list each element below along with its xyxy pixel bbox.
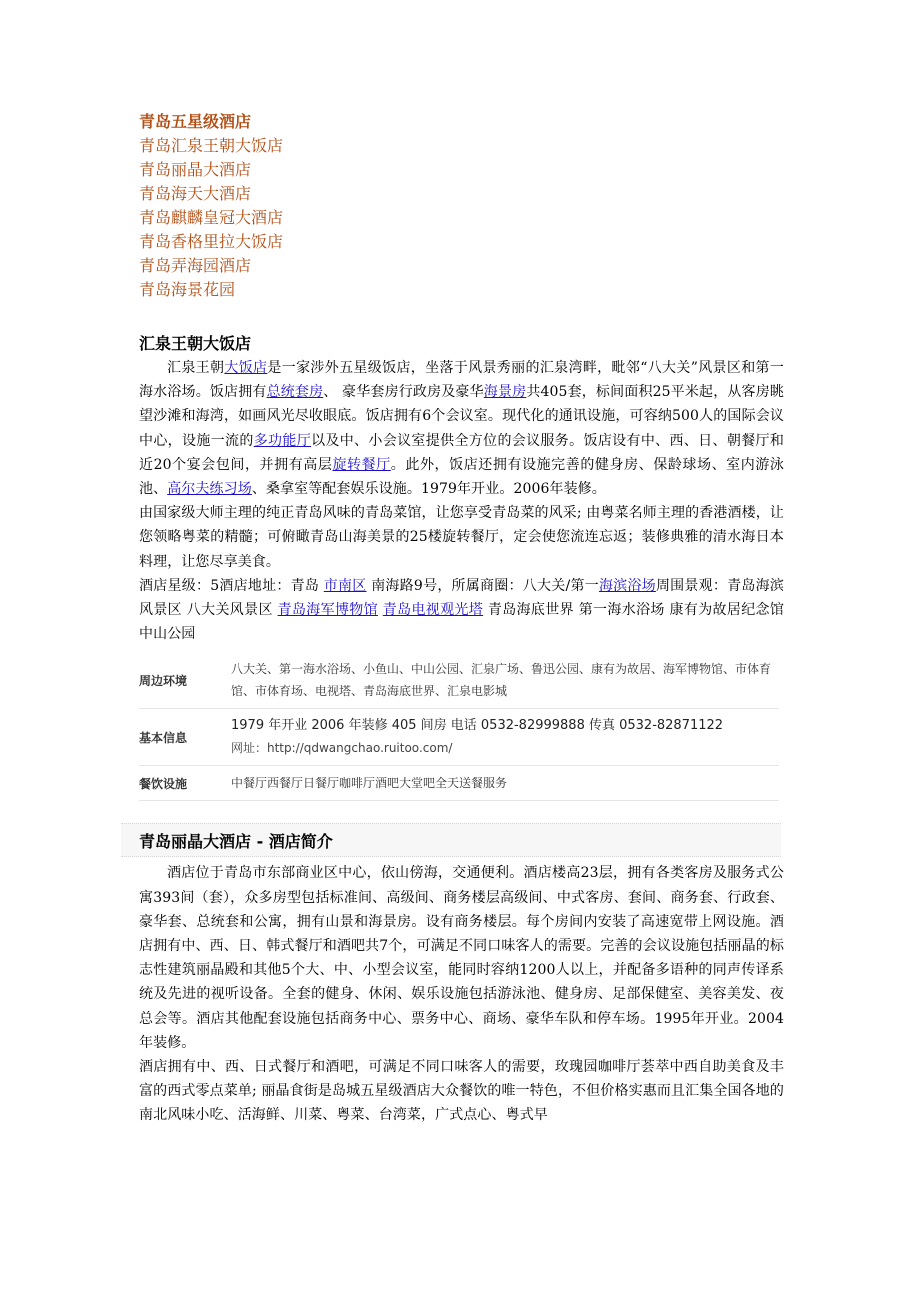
- toc-item[interactable]: 青岛丽晶大酒店: [139, 160, 252, 179]
- hotel-info-table: [139, 652, 779, 801]
- toc-item[interactable]: 青岛海景花园: [139, 280, 236, 299]
- toc-item[interactable]: 青岛海天大酒店: [139, 184, 252, 203]
- table-row: [139, 766, 779, 801]
- basic-info-value: [231, 709, 779, 766]
- intro-paragraph: 汇泉王朝大饭店是一家涉外五星级饭店，坐落于风景秀丽的汇泉湾畔，毗邻“八大关”风景区和第一海水浴场。饭店拥有总统套房、 豪华套房行政房及豪华海景房共405套，标间面积25平米起，从客房眺望沙滩和海湾，如画风光尽收眼底。饭店拥有6个会议室。现代化的通讯设施，可容纳500人的国际会议中心，设施一流的多功能厅以及中、小会议室提供全方位的会议服务。饭店设有中、西、日、朝餐厅和近20个宴会包间，并拥有高层旋转餐厅。此外，饭店还拥有设施完善的健身房、保龄球场、室内游泳池、高尔夫练习场、桑拿室等配套娱乐设施。1979年开业。2006年装修。: [139, 360, 785, 498]
- toc-item[interactable]: 青岛汇泉王朝大饭店: [139, 136, 284, 155]
- table-row: [139, 709, 779, 766]
- link-golf-range[interactable]: 高尔夫练习场: [167, 481, 252, 498]
- document-page: [139, 110, 784, 1128]
- basic-info-line: 1979 年开业 2006 年装修 405 间房 电话 0532-82999888 传真 0532-82871122: [231, 718, 724, 734]
- link-navy-museum[interactable]: 青岛海军博物馆: [277, 602, 378, 619]
- section-title: 青岛丽晶大酒店 - 酒店简介: [139, 831, 333, 851]
- address-paragraph: 酒店星级：5酒店地址：青岛 市南区 南海路9号，所属商圈：八大关/第一海滨浴场周围景观：青岛海滨风景区 八大关风景区 青岛海军博物馆 青岛电视观光塔 青岛海底世界 第一海水浴场 康有为故居纪念馆 中山公园: [139, 577, 784, 643]
- link-shinan-district[interactable]: 市南区: [323, 577, 367, 594]
- toc-item[interactable]: 青岛弄海园酒店: [139, 256, 252, 275]
- link-multifunction-hall[interactable]: 多功能厅: [253, 432, 312, 449]
- website-line[interactable]: 网址：http://qdwangchao.ruitoo.com/: [231, 741, 453, 756]
- link-bathing-beach[interactable]: 海滨浴场: [598, 577, 656, 594]
- surroundings-value: 八大关、第一海水浴场、小鱼山、中山公园、汇泉广场、鲁迅公园、康有为故居、海军博物馆、市体育馆、市体育场、电视塔、青岛海底世界、汇泉电影城: [231, 652, 779, 709]
- link-presidential-suite[interactable]: 总统套房: [266, 384, 324, 401]
- huiquan-section: [139, 332, 784, 801]
- basic-info-label: 基本信息: [139, 709, 231, 766]
- dining-value: 中餐厅西餐厅日餐厅咖啡厅酒吧大堂吧全天送餐服务: [231, 766, 779, 801]
- toc-item[interactable]: 青岛麒麟皇冠大酒店: [139, 208, 284, 227]
- intro-paragraph: 酒店位于青岛市东部商业区中心，依山傍海，交通便利。酒店楼高23层，拥有各类客房及服务式公寓393间（套），众多房型包括标准间、高级间、商务楼层高级间、中式客房、套间、商务套、行政套、豪华套、总统套和公寓，拥有山景和海景房。设有商务楼层。每个房间内安装了高速宽带上网设施。酒店拥有中、西、日、韩式餐厅和酒吧共7个，可满足不同口味客人的需要。完善的会议设施包括丽晶的标志性建筑丽晶殿和其他5个大、中、小型会议室，能同时容纳1200人以上，并配备多语种的同声传译系统及先进的视听设备。全套的健身、休闲、娱乐设施包括游泳池、健身房、足部保健室、美容美发、夜总会等。酒店其他配套设施包括商务中心、票务中心、商场、豪华车队和停车场。1995年开业。2004年装修。: [139, 865, 784, 1051]
- regent-section: [139, 823, 784, 1127]
- surroundings-label: 周边环境: [139, 652, 231, 709]
- link-tv-tower[interactable]: 青岛电视观光塔: [382, 602, 484, 619]
- section-header-bar: [121, 823, 781, 857]
- toc-title: 青岛五星级酒店: [139, 112, 252, 131]
- link-revolving-restaurant[interactable]: 旋转餐厅: [332, 456, 391, 473]
- dining-paragraph: 酒店拥有中、西、日式餐厅和酒吧，可满足不同口味客人的需要，玫瑰园咖啡厅荟萃中西自助美食及丰富的西式零点菜单; 丽晶食街是岛城五星级酒店大众餐饮的唯一特色，不但价格实惠而且汇集全国各地的南北风味小吃、活海鲜、川菜、粤菜、台湾菜，广式点心、粤式早: [139, 1059, 784, 1124]
- section-title: 汇泉王朝大饭店: [139, 334, 252, 353]
- link-fandian[interactable]: 大饭店: [224, 360, 268, 376]
- dining-label: 餐饮设施: [139, 766, 231, 801]
- dining-paragraph: 由国家级大师主理的纯正青岛风味的青岛菜馆，让您享受青岛菜的风采; 由粤菜名师主理的香港酒楼，让您领略粤菜的精髓；可俯瞰青岛山海美景的25楼旋转餐厅，定会使您流连忘返；装修典雅的清水海日本料理，让您尽享美食。: [139, 505, 784, 570]
- toc: [139, 110, 784, 302]
- table-row: [139, 652, 779, 709]
- toc-item[interactable]: 青岛香格里拉大饭店: [139, 232, 284, 251]
- link-seaview-room[interactable]: 海景房: [483, 384, 527, 401]
